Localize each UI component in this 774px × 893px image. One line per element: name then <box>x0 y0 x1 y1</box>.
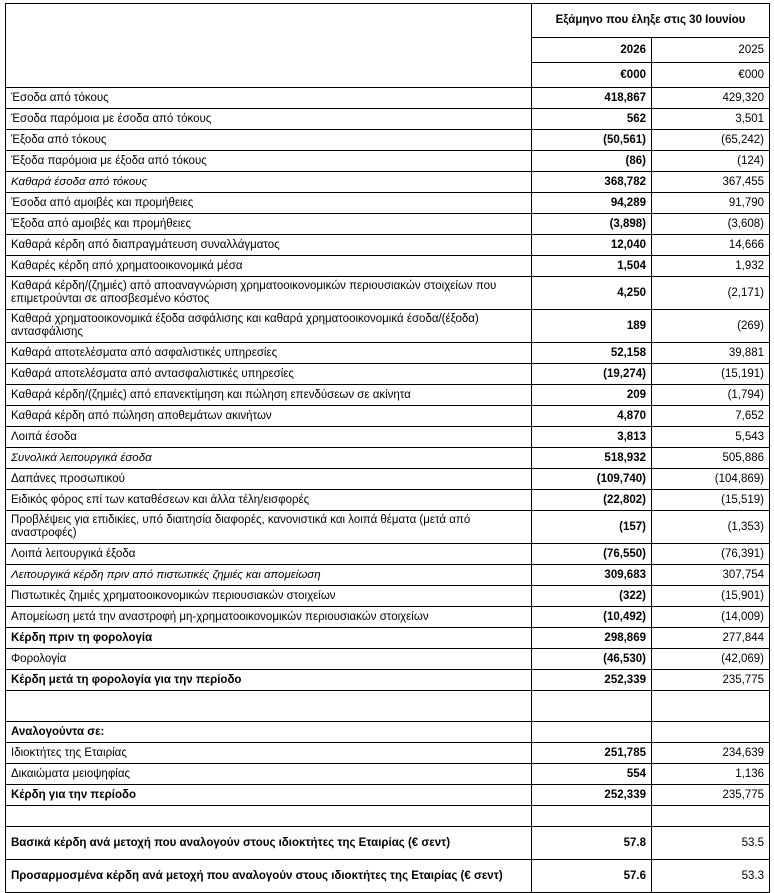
table-row <box>6 364 770 385</box>
eps-value-current: 57.8 <box>532 827 652 860</box>
row-value-current: 189 <box>532 310 652 343</box>
row-label: Φορολογία <box>6 649 532 670</box>
table-row <box>6 511 770 544</box>
table-row <box>6 193 770 214</box>
row-value-prior: (42,069) <box>652 649 770 670</box>
row-value-prior: (269) <box>652 310 770 343</box>
row-value-prior: (15,519) <box>652 490 770 511</box>
spacer-row <box>6 806 770 827</box>
attributable-heading-row <box>6 722 770 743</box>
row-label: Πιστωτικές ζημιές χρηματοοικονομικών περιουσιακών στοιχείων <box>6 586 532 607</box>
row-value-prior: 7,652 <box>652 406 770 427</box>
row-label: Έσοδα από αμοιβές και προμήθειες <box>6 193 532 214</box>
table-row <box>6 448 770 469</box>
eps-row <box>6 827 770 860</box>
row-value-current: 12,040 <box>532 235 652 256</box>
row-value-current: (322) <box>532 586 652 607</box>
row-value-current: 252,339 <box>532 785 652 806</box>
row-value-prior: 91,790 <box>652 193 770 214</box>
row-value-current: 309,683 <box>532 565 652 586</box>
row-value-current: 554 <box>532 764 652 785</box>
table-row <box>6 586 770 607</box>
table-row <box>6 385 770 406</box>
row-value-current: 298,869 <box>532 628 652 649</box>
row-value-current: 518,932 <box>532 448 652 469</box>
row-value-prior: 1,932 <box>652 256 770 277</box>
row-value-prior: 235,775 <box>652 785 770 806</box>
row-label: Κέρδη πριν τη φορολογία <box>6 628 532 649</box>
row-value-prior: 235,775 <box>652 670 770 691</box>
row-value-current: 1,504 <box>532 256 652 277</box>
row-label: Δαπάνες προσωπικού <box>6 469 532 490</box>
table-row <box>6 427 770 448</box>
row-value-current: 368,782 <box>532 172 652 193</box>
row-label: Απομείωση μετά την αναστροφή μη-χρηματοοικονομικών περιουσιακών στοιχείων <box>6 607 532 628</box>
table-row <box>6 785 770 806</box>
row-value-current: (10,492) <box>532 607 652 628</box>
row-label: Καθαρά αποτελέσματα από αντασφαλιστικές υπηρεσίες <box>6 364 532 385</box>
table-row <box>6 88 770 109</box>
row-value-prior: 1,136 <box>652 764 770 785</box>
row-value-prior: (2,171) <box>652 277 770 310</box>
row-value-prior: (14,009) <box>652 607 770 628</box>
row-label: Κέρδη μετά τη φορολογία για την περίοδο <box>6 670 532 691</box>
row-label: Προβλέψεις για επιδικίες, υπό διαιτησία διαφορές, κανονιστικά και λοιπά θέματα (μετά από αναστροφές) <box>6 511 532 544</box>
table-row <box>6 406 770 427</box>
table-row <box>6 235 770 256</box>
row-label: Καθαρά χρηματοοικονομικά έξοδα ασφάλισης και καθαρά χρηματοοικονομικά έσοδα/(έξοδα) αντασφάλισης <box>6 310 532 343</box>
row-value-prior: 307,754 <box>652 565 770 586</box>
row-label: Δικαιώματα μειοψηφίας <box>6 764 532 785</box>
row-value-prior: (124) <box>652 151 770 172</box>
row-value-current: 4,870 <box>532 406 652 427</box>
row-value-prior: 367,455 <box>652 172 770 193</box>
row-label: Ειδικός φόρος επί των καταθέσεων και άλλα τέλη/εισφορές <box>6 490 532 511</box>
table-row <box>6 764 770 785</box>
table-row <box>6 469 770 490</box>
row-value-prior: 3,501 <box>652 109 770 130</box>
row-label: Λοιπά έσοδα <box>6 427 532 448</box>
row-value-current: 562 <box>532 109 652 130</box>
row-label: Ιδιοκτήτες της Εταιρίας <box>6 743 532 764</box>
table-row <box>6 277 770 310</box>
attributable-heading: Αναλογούντα σε: <box>6 722 532 743</box>
eps-value-prior: 53.5 <box>652 827 770 860</box>
row-value-prior: (3,608) <box>652 214 770 235</box>
row-value-current: (22,802) <box>532 490 652 511</box>
year-current: 2026 <box>532 38 652 63</box>
unit-current: €000 <box>532 63 652 88</box>
row-label: Έσοδα από τόκους <box>6 88 532 109</box>
row-value-prior: 5,543 <box>652 427 770 448</box>
row-label: Καθαρά κέρδη/(ζημιές) από επανεκτίμηση και πώληση επενδύσεων σε ακίνητα <box>6 385 532 406</box>
row-value-current: (19,274) <box>532 364 652 385</box>
period-label: Εξάμηνο που έληξε στις 30 Ιουνίου <box>532 4 770 38</box>
table-row <box>6 628 770 649</box>
table-row <box>6 649 770 670</box>
table-row <box>6 109 770 130</box>
row-value-prior: 14,666 <box>652 235 770 256</box>
row-value-current: 3,813 <box>532 427 652 448</box>
row-value-current: (3,898) <box>532 214 652 235</box>
row-value-prior: 234,639 <box>652 743 770 764</box>
year-prior: 2025 <box>652 38 770 63</box>
row-label: Καθαρά αποτελέσματα από ασφαλιστικές υπηρεσίες <box>6 343 532 364</box>
row-value-prior: (1,353) <box>652 511 770 544</box>
row-value-prior: (1,794) <box>652 385 770 406</box>
table-row <box>6 256 770 277</box>
table-row <box>6 607 770 628</box>
row-value-current: 418,867 <box>532 88 652 109</box>
row-label: Κέρδη για την περίοδο <box>6 785 532 806</box>
row-value-prior: (15,901) <box>652 586 770 607</box>
row-value-prior: (76,391) <box>652 544 770 565</box>
row-label: Καθαρά κέρδη από διαπραγμάτευση συναλλάγματος <box>6 235 532 256</box>
row-label: Έξοδα παρόμοια με έξοδα από τόκους <box>6 151 532 172</box>
row-value-current: 251,785 <box>532 743 652 764</box>
eps-value-current: 57.6 <box>532 860 652 893</box>
table-row <box>6 670 770 691</box>
row-value-prior: 39,881 <box>652 343 770 364</box>
row-value-prior: 277,844 <box>652 628 770 649</box>
table-row <box>6 565 770 586</box>
eps-label: Προσαρμοσμένα κέρδη ανά μετοχή που αναλογούν στους ιδιοκτήτες της Εταιρίας (€ σεντ) <box>6 860 532 893</box>
row-value-prior: (65,242) <box>652 130 770 151</box>
row-label: Συνολικά λειτουργικά έσοδα <box>6 448 532 469</box>
table-row <box>6 172 770 193</box>
header-period-row <box>6 4 770 38</box>
income-statement-table <box>5 3 770 893</box>
row-value-prior: 505,886 <box>652 448 770 469</box>
row-label: Καθαρά κέρδη/(ζημιές) από αποαναγνώριση χρηματοοικονομικών περιουσιακών στοιχείων που επιμετρούνται σε αποσβεσμένο κόστος <box>6 277 532 310</box>
row-value-current: (46,530) <box>532 649 652 670</box>
row-value-current: 4,250 <box>532 277 652 310</box>
row-value-current: (109,740) <box>532 469 652 490</box>
row-label: Καθαρά έσοδα από τόκους <box>6 172 532 193</box>
header-blank-cell <box>6 4 532 88</box>
row-value-prior: (15,191) <box>652 364 770 385</box>
row-value-current: (86) <box>532 151 652 172</box>
row-label: Έσοδα παρόμοια με έσοδα από τόκους <box>6 109 532 130</box>
row-label: Καθαρά κέρδη από πώληση αποθεμάτων ακινήτων <box>6 406 532 427</box>
row-value-prior: (104,869) <box>652 469 770 490</box>
unit-prior: €000 <box>652 63 770 88</box>
row-value-prior: 429,320 <box>652 88 770 109</box>
row-value-current: (157) <box>532 511 652 544</box>
row-label: Καθαρές κέρδη από χρηματοοικονομικά μέσα <box>6 256 532 277</box>
row-label: Λοιπά λειτουργικά έξοδα <box>6 544 532 565</box>
table-row <box>6 343 770 364</box>
table-row <box>6 130 770 151</box>
row-value-current: 52,158 <box>532 343 652 364</box>
table-row <box>6 151 770 172</box>
table-row <box>6 544 770 565</box>
row-label: Έξοδα από τόκους <box>6 130 532 151</box>
row-value-current: 209 <box>532 385 652 406</box>
eps-label: Βασικά κέρδη ανά μετοχή που αναλογούν στους ιδιοκτήτες της Εταιρίας (€ σεντ) <box>6 827 532 860</box>
row-value-current: 94,289 <box>532 193 652 214</box>
row-value-current: 252,339 <box>532 670 652 691</box>
row-value-current: (50,561) <box>532 130 652 151</box>
table-row <box>6 310 770 343</box>
spacer-row <box>6 691 770 722</box>
row-label: Λειτουργικά κέρδη πριν από πιστωτικές ζημιές και απομείωση <box>6 565 532 586</box>
row-label: Έξοδα από αμοιβές και προμήθειες <box>6 214 532 235</box>
table-row <box>6 214 770 235</box>
eps-value-prior: 53.3 <box>652 860 770 893</box>
eps-row <box>6 860 770 893</box>
row-value-current: (76,550) <box>532 544 652 565</box>
table-row <box>6 743 770 764</box>
table-row <box>6 490 770 511</box>
